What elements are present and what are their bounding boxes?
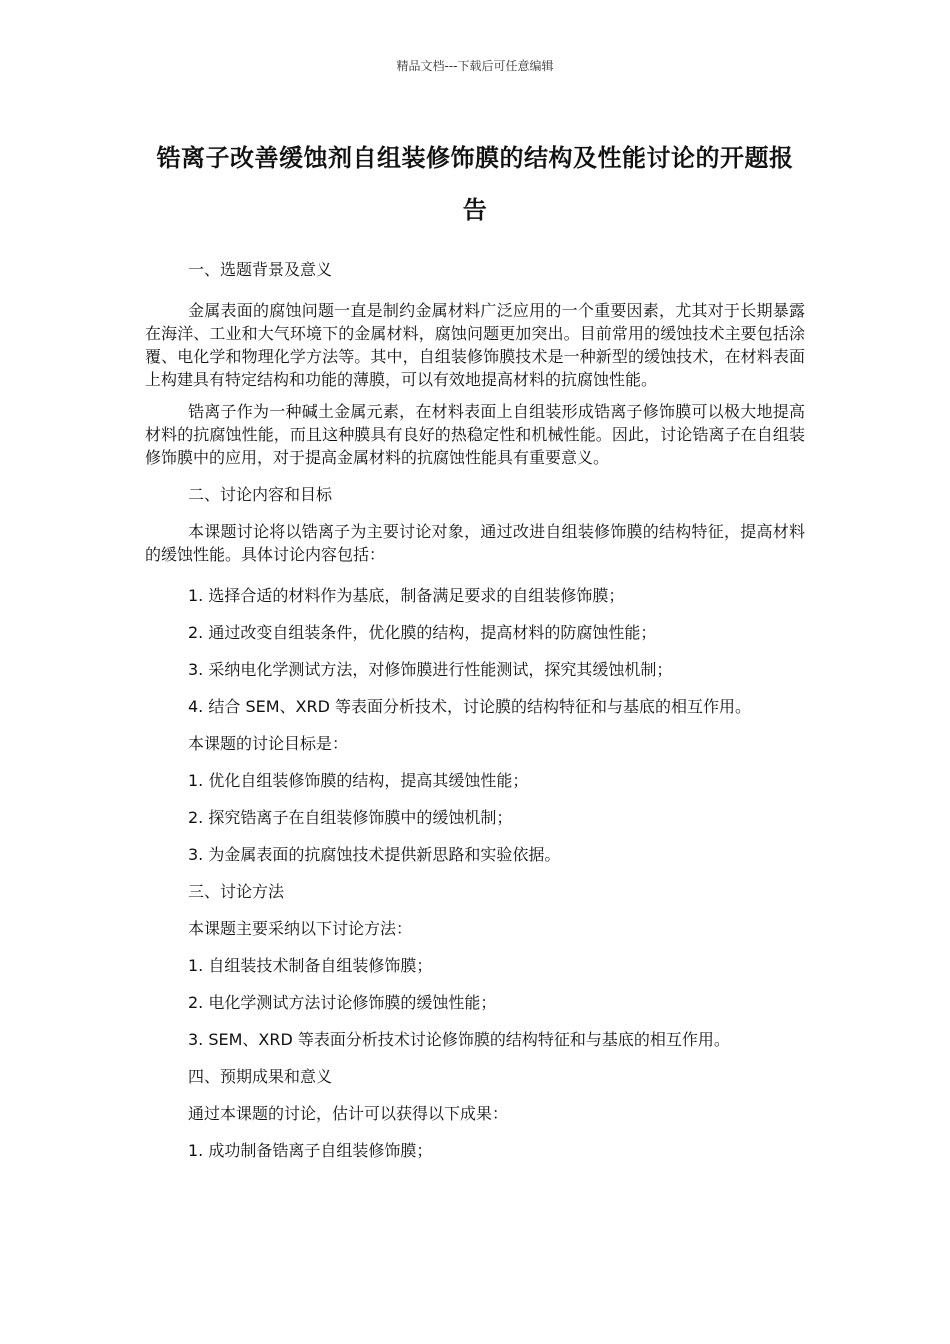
- list-item: 1. 成功制备锆离子自组装修饰膜；: [188, 1141, 433, 1160]
- paragraph: 金属表面的腐蚀问题一直是制约金属材料广泛应用的一个重要因素，尤其对于长期暴露在海洋、工业和大气环境下的金属材料，腐蚀问题更加突出。目前常用的缓蚀技术主要包括涂覆、电化学和物理化学方法等。其中，自组装修饰膜技术是一种新型的缓蚀技术，在材料表面上构建具有特定结构和功能的薄膜，可以有效地提高材料的抗腐蚀性能。: [145, 301, 805, 389]
- list-item: 3. SEM、XRD 等表面分析技术讨论修饰膜的结构特征和与基底的相互作用。: [188, 1030, 730, 1049]
- header-note: 精品文档---下载后可任意编辑: [396, 59, 554, 73]
- list-intro: 通过本课题的讨论，估计可以获得以下成果：: [188, 1104, 509, 1123]
- section-heading: 三、讨论方法: [188, 882, 285, 901]
- list-item: 1. 优化自组装修饰膜的结构，提高其缓蚀性能；: [188, 771, 529, 790]
- section-heading: 四、预期成果和意义: [188, 1067, 333, 1086]
- list-item: 2. 探究锆离子在自组装修饰膜中的缓蚀机制；: [188, 808, 513, 827]
- section-heading: 一、选题背景及意义: [188, 260, 333, 279]
- list-item: 1. 选择合适的材料作为基底，制备满足要求的自组装修饰膜；: [188, 586, 625, 605]
- list-intro: 本课题主要采纳以下讨论方法：: [188, 919, 413, 938]
- list-item: 3. 为金属表面的抗腐蚀技术提供新思路和实验依据。: [188, 845, 561, 864]
- list-item: 1. 自组装技术制备自组装修饰膜；: [188, 956, 433, 975]
- list-item: 3. 采纳电化学测试方法，对修饰膜进行性能测试，探究其缓蚀机制；: [188, 660, 673, 679]
- document-body: [145, 258, 805, 1162]
- list-item: 2. 通过改变自组装条件，优化膜的结构，提高材料的防腐蚀性能；: [188, 623, 657, 642]
- list-item: 2. 电化学测试方法讨论修饰膜的缓蚀性能；: [188, 993, 497, 1012]
- document-title: 锆离子改善缓蚀剂自组装修饰膜的结构及性能讨论的开题报告: [156, 144, 794, 224]
- section-heading: 二、讨论内容和目标: [188, 485, 333, 504]
- list-item: 4. 结合 SEM、XRD 等表面分析技术，讨论膜的结构特征和与基底的相互作用。: [188, 697, 751, 716]
- list-intro: 本课题的讨论目标是：: [188, 734, 349, 753]
- paragraph: 锆离子作为一种碱土金属元素，在材料表面上自组装形成锆离子修饰膜可以极大地提高材料的抗腐蚀性能，而且这种膜具有良好的热稳定性和机械性能。因此，讨论锆离子在自组装修饰膜中的应用，对于提高金属材料的抗腐蚀性能具有重要意义。: [145, 402, 805, 467]
- paragraph: 本课题讨论将以锆离子为主要讨论对象，通过改进自组装修饰膜的结构特征，提高材料的缓蚀性能。具体讨论内容包括：: [145, 522, 805, 564]
